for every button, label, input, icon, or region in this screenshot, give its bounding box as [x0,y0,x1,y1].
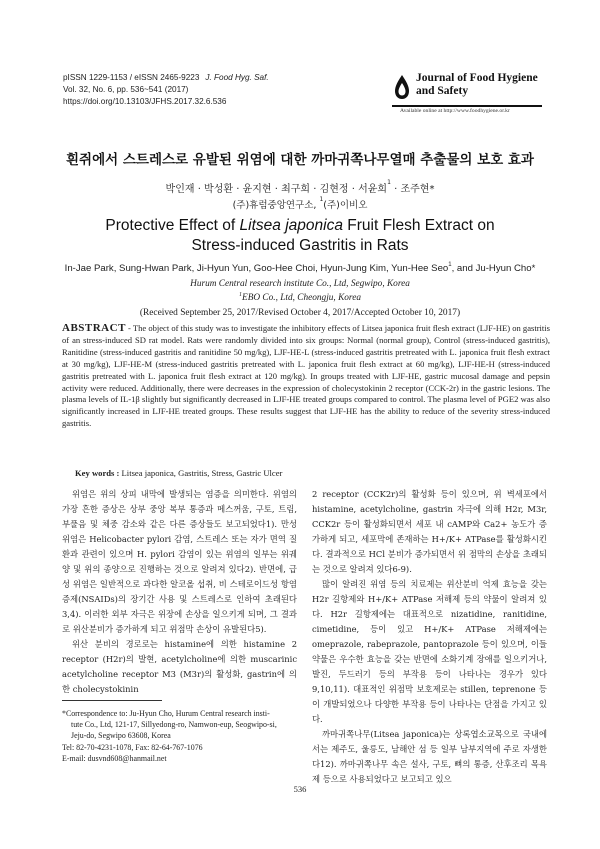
logo-divider [392,105,542,107]
english-title-species: Litsea japonica [239,217,343,234]
logo-title-line1: Journal of Food Hygiene [416,72,538,84]
journal-logo [392,72,542,132]
korean-affil-end: (주)이비오 [323,200,368,211]
english-authors-end: , and Ju-Hyun Cho* [451,263,536,274]
korean-affiliation [0,197,600,211]
body-paragraph: 2 receptor (CCK2r)의 활성화 등이 있으며, 위 벽세포에서 histamine, acetylcholine, gastrin 자극에 의해 H2r, M3r, CCK2r 등이 활성화되면서 세포 내 cAMP와 Ca2+ 농도가 증가하게 되고, 세포막에 존재하는 H+/K+ ATPase를 활성화시킨다. 결과적으로 HCl 분비가 증가되면서 위 점막의 손상을 초래되는 것으로 알려져 있다6-9). [312,489,547,574]
abstract-label: ABSTRACT [62,322,126,334]
journal-header [63,72,269,108]
received-dates: (Received September 25, 2017/Revised October 4, 2017/Accepted October 10, 2017) [139,308,461,318]
english-title-pre: Protective Effect of [105,217,240,234]
english-authors-main: In-Jae Park, Sung-Hwan Park, Ji-Hyun Yun, Goo-Hee Choi, Hyun-Jung Kim, Yun-Hee Seo [64,263,449,274]
english-title-post: Fruit Flesh Extract on [342,217,495,234]
korean-authors-main: 박인재 · 박성환 · 윤지현 · 최구희 · 김현정 · 서윤희 [165,184,388,195]
english-affil2-text: EBO Co., Ltd, Cheongju, Korea [242,293,361,303]
korean-affil-main: (주)휴럼중앙연구소, [232,200,320,211]
footnote-line: tute Co., Ltd, 121-17, Sillyedong-ro, Namwon-eup, Seogwipo-si, [71,720,277,730]
korean-authors-end: · 조주현* [390,184,435,195]
footnote-email[interactable]: E-mail: dusvnd608@hanmail.net [62,753,167,763]
body-paragraph: 많이 알려진 위염 등의 치료제는 위산분비 억제 효능을 갖는 H2r 길항제와 H+/K+ ATPase 저해제 등의 약물이 알려져 있다. H2r 길항제에는 대표적으로 nizatidine, ranitidine, cimetidine, 등이 있고 H+/K+ ATPase 저해제에는 omeprazole, rabeprazole, pantoprazole 등이 있으며, 이들 약물은 우수한 효능을 갖는 반면에 소화기계 장애를 일으키거나, 발진, 두드러기 등의 부작용 등이 나타나는 경우가 있다9,10,11). 대표적인 위점막 보호제로는 stillen, teprenone 등이 개발되었으나 다양한 부작용 등이 나타나는 단점을 가지고 있다. [312,579,547,724]
footnote-line: Tel: 82-70-4231-1078, Fax: 82-64-767-1076 [62,742,203,752]
footnote-divider [62,700,162,701]
body-paragraph: 위염은 위의 상피 내막에 발생되는 염증을 의미한다. 위염의 가장 흔한 증상은 상부 중앙 복부 통증과 메스꺼움, 구토, 트림, 부풀음 및 체중 감소와 같은 다른 증상들도 보고되었다1). 만성 위염은 Helicobacter pylori 감염, 스트레스 또는 자가 면역 질환과 관련이 있으며 H. pylori 감염이 있는 위염의 일부는 위궤양 및 위의 종양으로 진행하는 것으로 알려져 있다2). 반면에, 급성 위염은 일반적으로 과다한 알코올 섭취, 비 스테로이드성 항염증제(NSAIDs)의 장기간 사용 및 스트레스로 인하여 초래된다3,4). 이러한 외부 자극은 위장에 손상을 일으키게 되며, 그 결과로 위산분비가 증가하게 되고 위점막 손상이 유발된다5). [62,489,297,634]
body-paragraph: 까마귀쪽나무(Litsea japonica)는 상록엽소교목으로 국내에서는 제주도, 울릉도, 남해안 섬 등 일부 남부지역에 주로 자생한다12). 까마귀쪽나무 속은 설사, 구토, 뼈의 통증, 산후조리 목욕제 등으로 사용되었다고 보고되고 있으 [312,729,547,784]
english-title [0,216,600,256]
logo-title [416,72,538,98]
body-column-right [312,487,547,787]
abstract-text: - The object of this study was to investigate the inhibitory effects of Litsea japonica fruit flesh extract (LJF-HE) on gastritis of an stress-induced SD rat model. Rats were randomly divided into six groups: Normal (normal group), Control (stress-induced gastritis), Ranitidine (stress-induced gastritis and ranitidine 50 mg/kg), LJF-HE-L (stress-induced gastritis pretreated with L. japonica fruit flesh extract at 30 mg/kg), LJF-HE-M (stress-induced gastritis pretreated with L. japonica fruit flesh extract at 60 mg/kg), LJF-HE-H (stress-induced gastritis pretreated with L. japonica fruit flesh extract at 120 mg/kg). In groups treated with LJF-HE, gastric mucosal damage and pepsin activity were reduced. Additionally, there were decreases in the expression of cholecystokinin 2 receptor (CCK-2r) in the gastric lesions. The plasma levels of IL-1β slightly but significantly decreased in LJF-HE treated groups compared to control. The plasma level of PGE2 was also significantly increased in LJF-HE treated groups. These results suggest that LJF-HE has the ability to reduce of the severity stress-induced gastritis. [62,323,550,429]
english-affiliation-2 [0,293,600,303]
korean-authors-sup: 1 [387,179,391,186]
english-affil2-sup: 1 [239,292,243,298]
issn-line: pISSN 1229-1153 / eISSN 2465-9223 [63,73,200,82]
korean-title: 흰쥐에서 스트레스로 유발된 위염에 대한 까마귀쪽나무열매 추출물의 보호 효과 [66,152,534,168]
korean-affil-sup: 1 [319,196,324,203]
journal-abbrev: J. Food Hyg. Saf. [205,73,269,82]
keywords [75,468,282,478]
keywords-label: Key words : [75,468,120,478]
body-column-left [62,487,297,697]
footnote-line: Jeju-do, Segwipo 63608, Korea [71,731,171,741]
abstract [62,323,550,430]
footnote-line: *Correspondence to: Ju-Hyun Cho, Hurum Central research insti- [62,709,270,718]
doi-link[interactable]: https://doi.org/10.13103/JFHS.2017.32.6.536 [63,97,227,106]
english-authors [0,263,600,274]
journal-logo-icon [392,74,412,100]
correspondence-footnote [62,708,297,764]
english-authors-sup: 1 [448,262,452,268]
keywords-text: Litsea japonica, Gastritis, Stress, Gastric Ulcer [119,468,283,478]
english-affiliation-1: Hurum Central research institute Co., Ltd, Segwipo, Korea [190,279,410,289]
volume-line: Vol. 32, No. 6, pp. 536~541 (2017) [63,85,189,94]
body-paragraph: 위산 분비의 경로로는 histamine에 의한 histamine 2 receptor (H2r)의 발현, acetylcholine에 의한 muscarinic acetylcholine receptor M3 (M3r)의 활성화, gastrin에 의한 cholecystokinin [62,639,297,694]
logo-title-line2: and Safety [416,85,469,97]
english-title-line2: Stress-induced Gastritis in Rats [191,237,409,254]
korean-authors [0,180,600,195]
page-number: 536 [293,784,307,794]
logo-url[interactable]: Available online at http://www.foodhygiene.or.kr [400,108,510,114]
